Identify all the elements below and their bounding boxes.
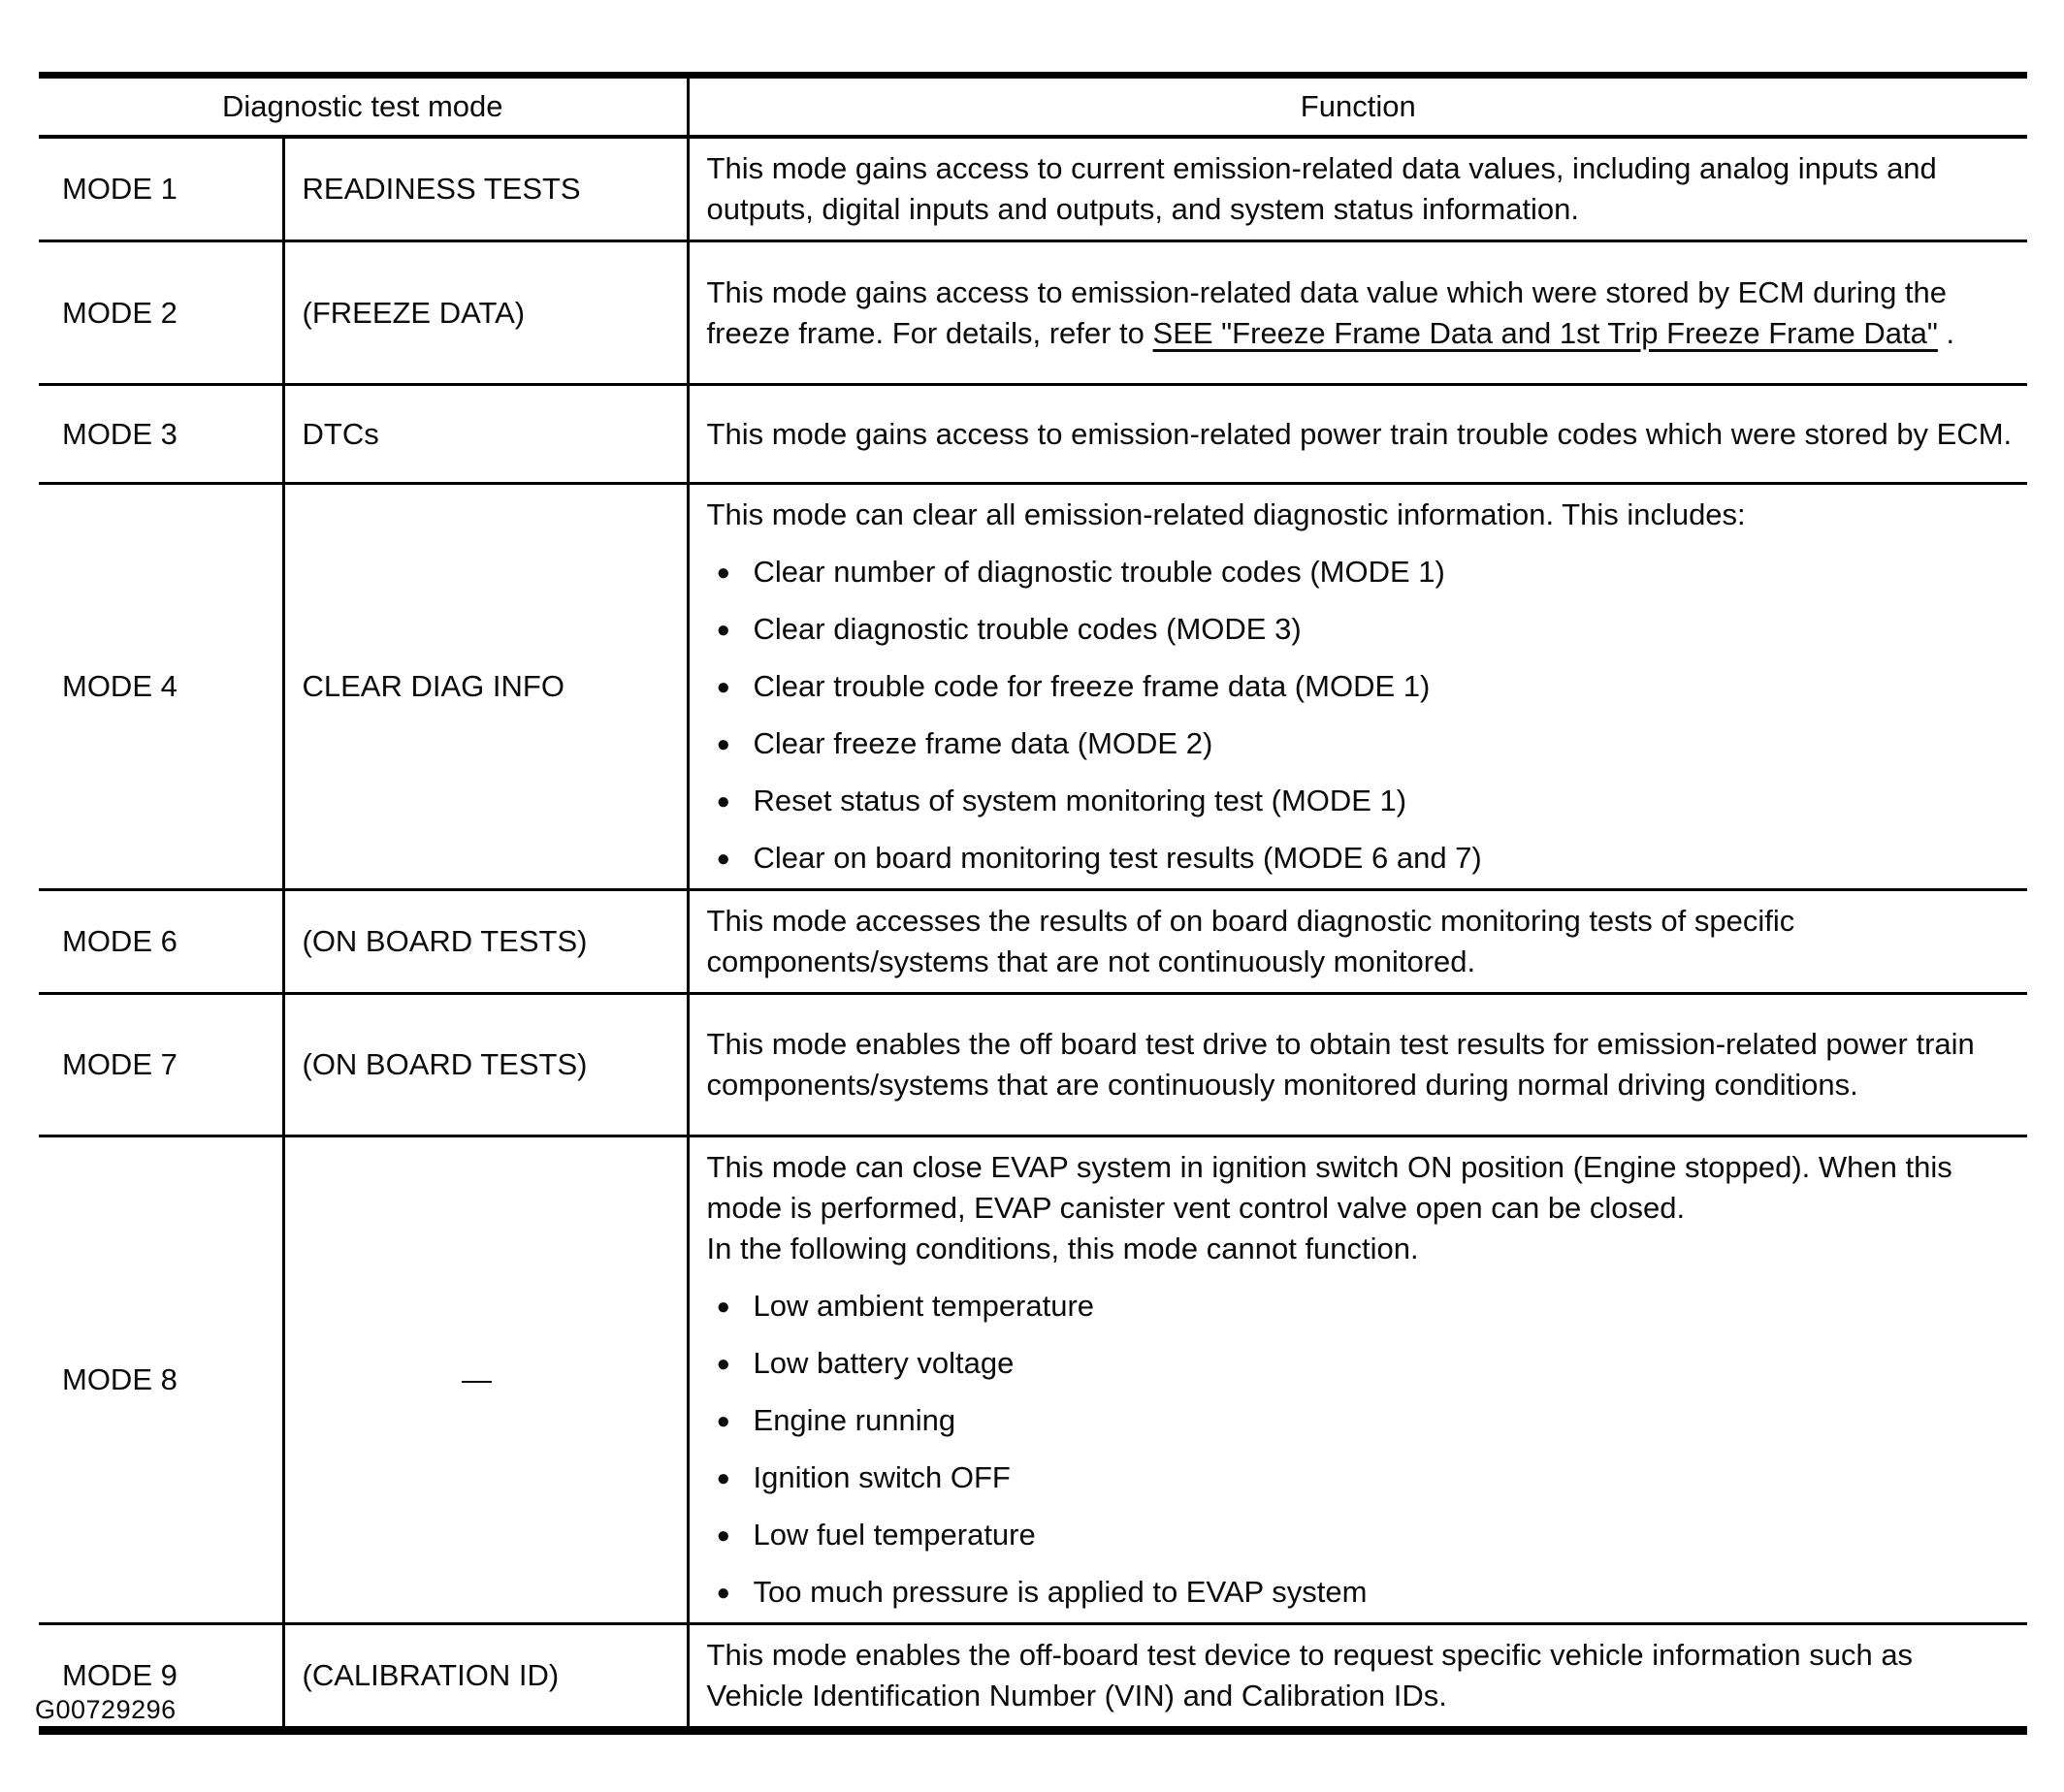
function-cell bbox=[688, 385, 2027, 484]
mode-label: MODE 7 bbox=[62, 1047, 177, 1081]
function-cell bbox=[688, 241, 2027, 385]
table-row bbox=[39, 994, 2027, 1136]
table-row bbox=[39, 890, 2027, 994]
function-text-before-link: This mode gains access to emission-related data value which were stored by ECM during the freeze frame. For details, refer to bbox=[706, 274, 1948, 350]
mode-label: MODE 3 bbox=[62, 416, 177, 451]
test-name-label: CLEAR DIAG INFO bbox=[302, 669, 564, 703]
function-text: This mode accesses the results of on board diagnostic monitoring tests of specific components/systems that are not continuously monitored. bbox=[706, 904, 1795, 978]
figure-id: G00729296 bbox=[35, 1695, 177, 1724]
function-cell bbox=[688, 1624, 2027, 1731]
function-content bbox=[707, 414, 2014, 455]
function-text bbox=[707, 272, 2014, 354]
table-row bbox=[39, 1624, 2027, 1731]
bullet-text: Engine running bbox=[753, 1403, 956, 1437]
bullet-text: Clear number of diagnostic trouble codes (MODE 1) bbox=[753, 555, 1445, 589]
function-content bbox=[707, 1024, 2014, 1105]
test-name-cell bbox=[283, 137, 688, 241]
bullet-item bbox=[717, 609, 2014, 650]
bullet-item bbox=[717, 723, 2014, 764]
bullet-text: Reset status of system monitoring test (MODE 1) bbox=[753, 784, 1407, 817]
bullet-item bbox=[717, 552, 2014, 592]
mode-cell bbox=[39, 385, 283, 484]
function-cell bbox=[688, 137, 2027, 241]
bullet-item bbox=[717, 838, 2014, 879]
header-function: Function bbox=[688, 76, 2027, 138]
mode-cell bbox=[39, 890, 283, 994]
bullet-text: Ignition switch OFF bbox=[753, 1460, 1011, 1494]
diagnostic-test-mode-table bbox=[39, 72, 2027, 1735]
mode-cell bbox=[39, 241, 283, 385]
mode-cell bbox=[39, 484, 283, 890]
table-row bbox=[39, 385, 2027, 484]
test-name-label: (FREEZE DATA) bbox=[302, 295, 526, 330]
test-name-label: (ON BOARD TESTS) bbox=[302, 1047, 588, 1081]
function-text: This mode can close EVAP system in ignition switch ON position (Engine stopped). When this mode is performed, EVAP canister vent control valve open can be closed. bbox=[706, 1150, 1952, 1225]
function-cell bbox=[688, 890, 2027, 994]
test-name-cell bbox=[283, 484, 688, 890]
bullet-item bbox=[717, 1343, 2014, 1384]
function-content bbox=[707, 1635, 2014, 1716]
bullet-text: Low battery voltage bbox=[753, 1346, 1015, 1380]
test-name-label: DTCs bbox=[302, 416, 379, 451]
reference-link[interactable]: SEE "Freeze Frame Data and 1st Trip Freeze Frame Data" bbox=[1152, 315, 1938, 350]
function-text: This mode enables the off board test drive to obtain test results for emission-related power train components/systems that are continuously monitored during normal driving conditions. bbox=[706, 1027, 1975, 1102]
mode-label: MODE 2 bbox=[62, 295, 177, 330]
bullet-text: Clear freeze frame data (MODE 2) bbox=[753, 726, 1213, 760]
header-diagnostic-test-mode: Diagnostic test mode bbox=[39, 76, 688, 138]
function-cell bbox=[688, 1136, 2027, 1624]
function-cell bbox=[688, 994, 2027, 1136]
bullet-item bbox=[717, 1515, 2014, 1555]
bullet-text: Clear trouble code for freeze frame data (MODE 1) bbox=[753, 669, 1431, 703]
function-bullet-list bbox=[707, 1286, 2014, 1613]
function-content bbox=[707, 901, 2014, 982]
test-name-cell bbox=[283, 1624, 688, 1731]
bullet-item bbox=[717, 1400, 2014, 1441]
bullet-item bbox=[717, 666, 2014, 707]
function-cell bbox=[688, 484, 2027, 890]
test-name-cell bbox=[283, 241, 688, 385]
test-name-label: (CALIBRATION ID) bbox=[302, 1658, 560, 1692]
test-name-cell bbox=[283, 994, 688, 1136]
bullet-item bbox=[717, 1286, 2014, 1327]
function-text: This mode gains access to emission-related power train trouble codes which were stored by ECM. bbox=[706, 416, 2013, 451]
mode-cell bbox=[39, 1136, 283, 1624]
function-text: This mode enables the off-board test device to request specific vehicle information such as Vehicle Identification Number (VIN) and Calibration IDs. bbox=[706, 1638, 1914, 1712]
test-name-cell bbox=[283, 890, 688, 994]
function-content bbox=[707, 148, 2014, 230]
test-name-label: READINESS TESTS bbox=[302, 172, 581, 206]
bullet-item bbox=[717, 1572, 2014, 1613]
function-content bbox=[707, 495, 2014, 879]
bullet-item bbox=[717, 1457, 2014, 1498]
table-row bbox=[39, 241, 2027, 385]
bullet-text: Low fuel temperature bbox=[753, 1518, 1036, 1552]
test-name-cell bbox=[283, 1136, 688, 1624]
mode-label: MODE 9 bbox=[62, 1658, 177, 1692]
mode-cell bbox=[39, 994, 283, 1136]
mode-label: MODE 6 bbox=[62, 924, 177, 958]
bullet-text: Too much pressure is applied to EVAP system bbox=[753, 1575, 1368, 1609]
table-row bbox=[39, 1136, 2027, 1624]
function-text: This mode can clear all emission-related diagnostic information. This includes: bbox=[706, 497, 1746, 531]
bullet-item bbox=[717, 781, 2014, 821]
mode-label: MODE 8 bbox=[62, 1362, 177, 1396]
bullet-text: Clear diagnostic trouble codes (MODE 3) bbox=[753, 612, 1302, 646]
test-name-cell bbox=[283, 385, 688, 484]
function-bullet-list bbox=[707, 552, 2014, 879]
function-text: In the following conditions, this mode cannot function. bbox=[706, 1232, 1419, 1265]
header-row bbox=[39, 76, 2027, 138]
function-content bbox=[707, 1147, 2014, 1613]
table-row bbox=[39, 484, 2027, 890]
mode-cell bbox=[39, 137, 283, 241]
mode-label: MODE 4 bbox=[62, 669, 177, 703]
bullet-text: Clear on board monitoring test results (MODE 6 and 7) bbox=[753, 841, 1482, 875]
mode-label: MODE 1 bbox=[62, 172, 177, 206]
function-text-after-link: . bbox=[1937, 315, 1955, 350]
table-row bbox=[39, 137, 2027, 241]
test-name-label: (ON BOARD TESTS) bbox=[302, 924, 588, 958]
test-name-label: — bbox=[462, 1362, 492, 1396]
bullet-text: Low ambient temperature bbox=[753, 1289, 1095, 1323]
function-text: This mode gains access to current emission-related data values, including analog inputs and outputs, digital inputs and outputs, and system status information. bbox=[706, 151, 1937, 226]
function-content bbox=[707, 272, 2014, 354]
